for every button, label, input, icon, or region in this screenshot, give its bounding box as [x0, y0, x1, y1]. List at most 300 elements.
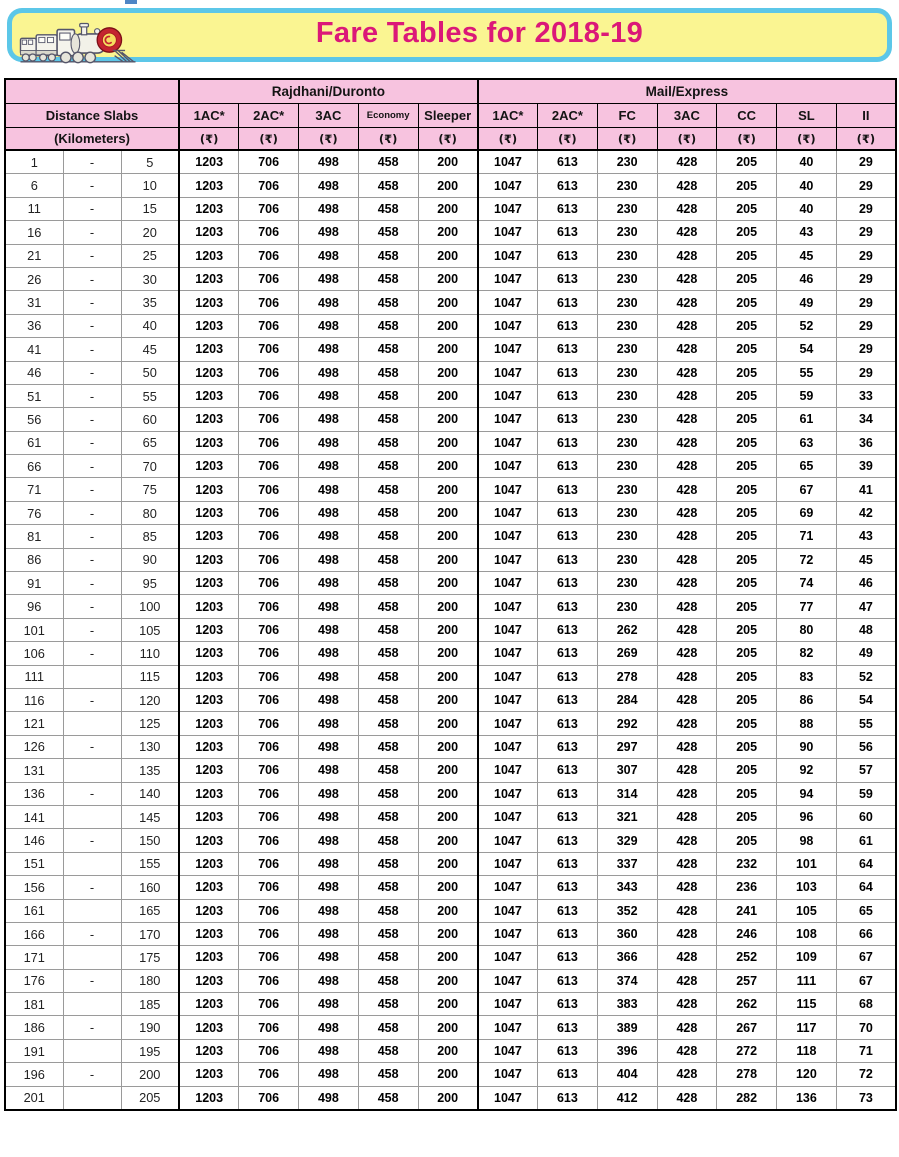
table-row — [5, 525, 896, 548]
fare-cell: 428 — [657, 922, 717, 945]
fare-cell: 96 — [777, 805, 837, 828]
fare-cell: 458 — [358, 174, 418, 197]
fare-cell: 200 — [418, 291, 478, 314]
fare-cell: 498 — [299, 384, 359, 407]
fare-cell: 292 — [597, 712, 657, 735]
fare-cell: 428 — [657, 618, 717, 641]
fare-cell: 71 — [836, 1039, 896, 1062]
fare-cell: 613 — [538, 946, 598, 969]
fare-cell: 103 — [777, 876, 837, 899]
distance-to-cell: 80 — [121, 501, 179, 524]
fare-cell: 1203 — [179, 572, 239, 595]
fare-cell: 706 — [239, 1016, 299, 1039]
fare-cell: 613 — [538, 665, 598, 688]
fare-cell: 428 — [657, 1086, 717, 1110]
fare-cell: 200 — [418, 782, 478, 805]
fare-cell: 706 — [239, 688, 299, 711]
fare-cell: 1203 — [179, 478, 239, 501]
fare-cell: 83 — [777, 665, 837, 688]
fare-cell: 241 — [717, 899, 777, 922]
fare-cell: 706 — [239, 876, 299, 899]
fare-cell: 613 — [538, 174, 598, 197]
fare-cell: 230 — [597, 408, 657, 431]
fare-cell: 458 — [358, 478, 418, 501]
fare-cell: 498 — [299, 408, 359, 431]
distance-to-cell: 195 — [121, 1039, 179, 1062]
fare-cell: 40 — [777, 150, 837, 174]
fare-cell: 101 — [777, 852, 837, 875]
distance-from-cell: 66 — [5, 455, 63, 478]
distance-dash-cell: - — [63, 478, 121, 501]
fare-cell: 230 — [597, 431, 657, 454]
fare-cell: 1203 — [179, 829, 239, 852]
table-row — [5, 572, 896, 595]
fare-cell: 706 — [239, 455, 299, 478]
fare-cell: 205 — [717, 618, 777, 641]
kilometers-header: (Kilometers) — [5, 128, 179, 151]
fare-cell: 200 — [418, 174, 478, 197]
fare-cell: 613 — [538, 759, 598, 782]
fare-cell: 88 — [777, 712, 837, 735]
fare-cell: 29 — [836, 150, 896, 174]
fare-cell: 1047 — [478, 548, 538, 571]
distance-dash-cell: - — [63, 314, 121, 337]
distance-to-cell: 100 — [121, 595, 179, 618]
table-row — [5, 1063, 896, 1086]
fare-cell: 613 — [538, 1086, 598, 1110]
fare-cell: 498 — [299, 525, 359, 548]
distance-dash-cell: - — [63, 572, 121, 595]
fare-cell: 77 — [777, 595, 837, 618]
fare-cell: 613 — [538, 338, 598, 361]
fare-cell: 115 — [777, 993, 837, 1016]
fare-cell: 282 — [717, 1086, 777, 1110]
fare-cell: 66 — [836, 922, 896, 945]
fare-cell: 498 — [299, 455, 359, 478]
group-header-rajdhani-duronto: Rajdhani/Duronto — [179, 79, 478, 104]
fare-cell: 458 — [358, 829, 418, 852]
distance-dash-cell: - — [63, 501, 121, 524]
distance-from-cell: 96 — [5, 595, 63, 618]
fare-cell: 428 — [657, 805, 717, 828]
fare-cell: 498 — [299, 688, 359, 711]
fare-cell: 65 — [836, 899, 896, 922]
fare-cell: 458 — [358, 455, 418, 478]
fare-cell: 706 — [239, 174, 299, 197]
fare-cell: 230 — [597, 267, 657, 290]
fare-cell: 613 — [538, 735, 598, 758]
currency-cell: (₹) — [717, 128, 777, 151]
fare-cell: 1047 — [478, 197, 538, 220]
fare-cell: 205 — [717, 291, 777, 314]
fare-cell: 1203 — [179, 946, 239, 969]
fare-cell: 42 — [836, 501, 896, 524]
fare-cell: 428 — [657, 946, 717, 969]
fare-cell: 200 — [418, 595, 478, 618]
currency-cell: (₹) — [418, 128, 478, 151]
fare-cell: 67 — [777, 478, 837, 501]
fare-cell: 706 — [239, 221, 299, 244]
fare-cell: 205 — [717, 595, 777, 618]
fare-cell: 200 — [418, 922, 478, 945]
distance-dash-cell: - — [63, 829, 121, 852]
fare-cell: 428 — [657, 548, 717, 571]
fare-cell: 428 — [657, 735, 717, 758]
fare-cell: 230 — [597, 338, 657, 361]
distance-dash-cell: - — [63, 969, 121, 992]
fare-cell: 428 — [657, 408, 717, 431]
distance-from-cell: 46 — [5, 361, 63, 384]
fare-cell: 200 — [418, 993, 478, 1016]
fare-cell: 230 — [597, 572, 657, 595]
fare-cell: 200 — [418, 478, 478, 501]
fare-cell: 404 — [597, 1063, 657, 1086]
fare-cell: 200 — [418, 1063, 478, 1086]
fare-cell: 613 — [538, 1063, 598, 1086]
fare-cell: 458 — [358, 1039, 418, 1062]
fare-cell: 1203 — [179, 197, 239, 220]
fare-cell: 706 — [239, 314, 299, 337]
fare-cell: 329 — [597, 829, 657, 852]
table-row — [5, 1086, 896, 1110]
fare-cell: 29 — [836, 221, 896, 244]
distance-dash-cell: - — [63, 291, 121, 314]
fare-cell: 1047 — [478, 361, 538, 384]
distance-dash-cell: - — [63, 1063, 121, 1086]
fare-cell: 200 — [418, 548, 478, 571]
blank-header-cell — [5, 79, 179, 104]
fare-cell: 613 — [538, 642, 598, 665]
fare-cell: 200 — [418, 1016, 478, 1039]
fare-cell: 498 — [299, 291, 359, 314]
fare-cell: 205 — [717, 478, 777, 501]
fare-cell: 200 — [418, 572, 478, 595]
fare-cell: 498 — [299, 595, 359, 618]
distance-dash-cell: - — [63, 876, 121, 899]
table-row — [5, 1039, 896, 1062]
fare-cell: 428 — [657, 478, 717, 501]
fare-cell: 55 — [836, 712, 896, 735]
fare-cell: 64 — [836, 852, 896, 875]
column-header-fc: FC — [597, 104, 657, 128]
fare-cell: 200 — [418, 665, 478, 688]
fare-cell: 428 — [657, 688, 717, 711]
distance-dash-cell: - — [63, 1016, 121, 1039]
column-header-sl: SL — [777, 104, 837, 128]
fare-cell: 613 — [538, 1039, 598, 1062]
distance-from-cell: 151 — [5, 852, 63, 875]
distance-dash-cell: - — [63, 688, 121, 711]
fare-cell: 92 — [777, 759, 837, 782]
distance-dash-cell — [63, 852, 121, 875]
fare-cell: 458 — [358, 618, 418, 641]
fare-cell: 284 — [597, 688, 657, 711]
distance-from-cell: 11 — [5, 197, 63, 220]
fare-cell: 383 — [597, 993, 657, 1016]
fare-cell: 232 — [717, 852, 777, 875]
fare-cell: 613 — [538, 267, 598, 290]
fare-cell: 1203 — [179, 291, 239, 314]
fare-cell: 230 — [597, 548, 657, 571]
distance-dash-cell — [63, 805, 121, 828]
fare-cell: 94 — [777, 782, 837, 805]
distance-dash-cell: - — [63, 408, 121, 431]
fare-cell: 613 — [538, 712, 598, 735]
fare-cell: 230 — [597, 291, 657, 314]
fare-cell: 458 — [358, 805, 418, 828]
fare-cell: 458 — [358, 1086, 418, 1110]
fare-cell: 46 — [777, 267, 837, 290]
table-row — [5, 712, 896, 735]
fare-cell: 1047 — [478, 455, 538, 478]
fare-cell: 200 — [418, 876, 478, 899]
fare-cell: 613 — [538, 384, 598, 407]
fare-cell: 230 — [597, 384, 657, 407]
fare-cell: 200 — [418, 244, 478, 267]
fare-cell: 613 — [538, 572, 598, 595]
fare-cell: 1203 — [179, 244, 239, 267]
fare-cell: 1203 — [179, 712, 239, 735]
fare-cell: 352 — [597, 899, 657, 922]
table-row — [5, 829, 896, 852]
fare-cell: 706 — [239, 969, 299, 992]
distance-slabs-header: Distance Slabs — [5, 104, 179, 128]
fare-cell: 428 — [657, 1063, 717, 1086]
fare-cell: 428 — [657, 993, 717, 1016]
fare-cell: 613 — [538, 478, 598, 501]
fare-cell: 73 — [836, 1086, 896, 1110]
fare-cell: 458 — [358, 642, 418, 665]
distance-dash-cell: - — [63, 150, 121, 174]
distance-from-cell: 106 — [5, 642, 63, 665]
fare-cell: 706 — [239, 618, 299, 641]
fare-cell: 1203 — [179, 899, 239, 922]
currency-cell: (₹) — [179, 128, 239, 151]
distance-to-cell: 75 — [121, 478, 179, 501]
fare-cell: 706 — [239, 384, 299, 407]
fare-cell: 428 — [657, 150, 717, 174]
fare-cell: 205 — [717, 501, 777, 524]
fare-cell: 613 — [538, 455, 598, 478]
fare-cell: 428 — [657, 361, 717, 384]
distance-dash-cell: - — [63, 455, 121, 478]
distance-to-cell: 175 — [121, 946, 179, 969]
fare-cell: 498 — [299, 548, 359, 571]
column-header-row — [5, 104, 896, 128]
fare-cell: 412 — [597, 1086, 657, 1110]
fare-cell: 120 — [777, 1063, 837, 1086]
fare-cell: 230 — [597, 197, 657, 220]
distance-to-cell: 155 — [121, 852, 179, 875]
fare-cell: 200 — [418, 455, 478, 478]
fare-cell: 498 — [299, 759, 359, 782]
fare-cell: 613 — [538, 899, 598, 922]
table-row — [5, 782, 896, 805]
fare-cell: 706 — [239, 291, 299, 314]
column-header-sleeper: Sleeper — [418, 104, 478, 128]
fare-cell: 613 — [538, 221, 598, 244]
fare-cell: 200 — [418, 501, 478, 524]
fare-cell: 52 — [777, 314, 837, 337]
distance-to-cell: 50 — [121, 361, 179, 384]
fare-cell: 1047 — [478, 501, 538, 524]
fare-cell: 1047 — [478, 688, 538, 711]
fare-cell: 1203 — [179, 688, 239, 711]
fare-cell: 230 — [597, 150, 657, 174]
fare-cell: 56 — [836, 735, 896, 758]
table-row — [5, 805, 896, 828]
table-row — [5, 852, 896, 875]
fare-cell: 428 — [657, 665, 717, 688]
fare-cell: 498 — [299, 805, 359, 828]
fare-cell: 1047 — [478, 338, 538, 361]
fare-cell: 1203 — [179, 993, 239, 1016]
fare-cell: 269 — [597, 642, 657, 665]
distance-to-cell: 55 — [121, 384, 179, 407]
distance-from-cell: 166 — [5, 922, 63, 945]
distance-from-cell: 196 — [5, 1063, 63, 1086]
fare-cell: 498 — [299, 829, 359, 852]
distance-dash-cell — [63, 946, 121, 969]
distance-from-cell: 181 — [5, 993, 63, 1016]
fare-cell: 109 — [777, 946, 837, 969]
fare-cell: 200 — [418, 525, 478, 548]
fare-cell: 498 — [299, 572, 359, 595]
fare-cell: 613 — [538, 548, 598, 571]
fare-cell: 200 — [418, 408, 478, 431]
distance-to-cell: 170 — [121, 922, 179, 945]
fare-cell: 706 — [239, 899, 299, 922]
fare-cell: 1203 — [179, 408, 239, 431]
fare-cell: 706 — [239, 525, 299, 548]
group-header-row — [5, 79, 896, 104]
fare-cell: 230 — [597, 455, 657, 478]
fare-cell: 205 — [717, 455, 777, 478]
fare-cell: 70 — [836, 1016, 896, 1039]
distance-to-cell: 5 — [121, 150, 179, 174]
fare-cell: 458 — [358, 665, 418, 688]
fare-cell: 90 — [777, 735, 837, 758]
fare-cell: 1203 — [179, 267, 239, 290]
fare-cell: 613 — [538, 197, 598, 220]
distance-to-cell: 205 — [121, 1086, 179, 1110]
fare-cell: 706 — [239, 642, 299, 665]
fare-cell: 428 — [657, 291, 717, 314]
column-header-2ac-rajdhani: 2AC* — [239, 104, 299, 128]
fare-cell: 428 — [657, 338, 717, 361]
distance-to-cell: 70 — [121, 455, 179, 478]
currency-cell: (₹) — [836, 128, 896, 151]
table-row — [5, 267, 896, 290]
distance-from-cell: 21 — [5, 244, 63, 267]
distance-from-cell: 171 — [5, 946, 63, 969]
fare-cell: 458 — [358, 338, 418, 361]
fare-cell: 498 — [299, 1086, 359, 1110]
fare-cell: 200 — [418, 852, 478, 875]
fare-cell: 54 — [836, 688, 896, 711]
currency-cell: (₹) — [478, 128, 538, 151]
column-header-3ac-rajdhani: 3AC — [299, 104, 359, 128]
column-header-ii: II — [836, 104, 896, 128]
fare-cell: 366 — [597, 946, 657, 969]
fare-cell: 205 — [717, 267, 777, 290]
fare-cell: 706 — [239, 759, 299, 782]
fare-cell: 205 — [717, 712, 777, 735]
fare-cell: 498 — [299, 1063, 359, 1086]
fare-cell: 343 — [597, 876, 657, 899]
fare-cell: 1047 — [478, 782, 538, 805]
fare-cell: 205 — [717, 642, 777, 665]
fare-cell: 67 — [836, 946, 896, 969]
fare-cell: 498 — [299, 922, 359, 945]
fare-cell: 706 — [239, 150, 299, 174]
fare-cell: 200 — [418, 338, 478, 361]
distance-to-cell: 95 — [121, 572, 179, 595]
distance-from-cell: 71 — [5, 478, 63, 501]
fare-cell: 1047 — [478, 267, 538, 290]
table-row — [5, 899, 896, 922]
fare-cell: 458 — [358, 1063, 418, 1086]
fare-cell: 205 — [717, 361, 777, 384]
table-row — [5, 150, 896, 174]
group-header-mail-express: Mail/Express — [478, 79, 896, 104]
fare-cell: 80 — [777, 618, 837, 641]
fare-cell: 428 — [657, 642, 717, 665]
fare-cell: 117 — [777, 1016, 837, 1039]
table-row — [5, 548, 896, 571]
distance-from-cell: 86 — [5, 548, 63, 571]
fare-cell: 1047 — [478, 314, 538, 337]
fare-cell: 706 — [239, 244, 299, 267]
fare-cell: 200 — [418, 735, 478, 758]
distance-from-cell: 176 — [5, 969, 63, 992]
fare-cell: 230 — [597, 478, 657, 501]
distance-from-cell: 51 — [5, 384, 63, 407]
distance-to-cell: 130 — [121, 735, 179, 758]
distance-dash-cell — [63, 1039, 121, 1062]
fare-cell: 200 — [418, 642, 478, 665]
fare-cell: 613 — [538, 525, 598, 548]
fare-cell: 498 — [299, 501, 359, 524]
fare-cell: 1203 — [179, 759, 239, 782]
fare-cell: 1203 — [179, 384, 239, 407]
fare-cell: 230 — [597, 174, 657, 197]
fare-cell: 40 — [777, 174, 837, 197]
fare-cell: 1203 — [179, 1039, 239, 1062]
fare-cell: 498 — [299, 618, 359, 641]
fare-cell: 458 — [358, 759, 418, 782]
fare-cell: 458 — [358, 876, 418, 899]
fare-cell: 67 — [836, 969, 896, 992]
fare-cell: 57 — [836, 759, 896, 782]
fare-cell: 1047 — [478, 291, 538, 314]
fare-cell: 1203 — [179, 1016, 239, 1039]
fare-cell: 205 — [717, 829, 777, 852]
currency-cell: (₹) — [299, 128, 359, 151]
distance-to-cell: 180 — [121, 969, 179, 992]
fare-cell: 458 — [358, 291, 418, 314]
fare-cell: 40 — [777, 197, 837, 220]
fare-cell: 1047 — [478, 946, 538, 969]
fare-cell: 1203 — [179, 969, 239, 992]
fare-cell: 200 — [418, 618, 478, 641]
distance-dash-cell: - — [63, 595, 121, 618]
fare-cell: 60 — [836, 805, 896, 828]
fare-cell: 39 — [836, 455, 896, 478]
distance-to-cell: 65 — [121, 431, 179, 454]
distance-from-cell: 161 — [5, 899, 63, 922]
fare-cell: 267 — [717, 1016, 777, 1039]
